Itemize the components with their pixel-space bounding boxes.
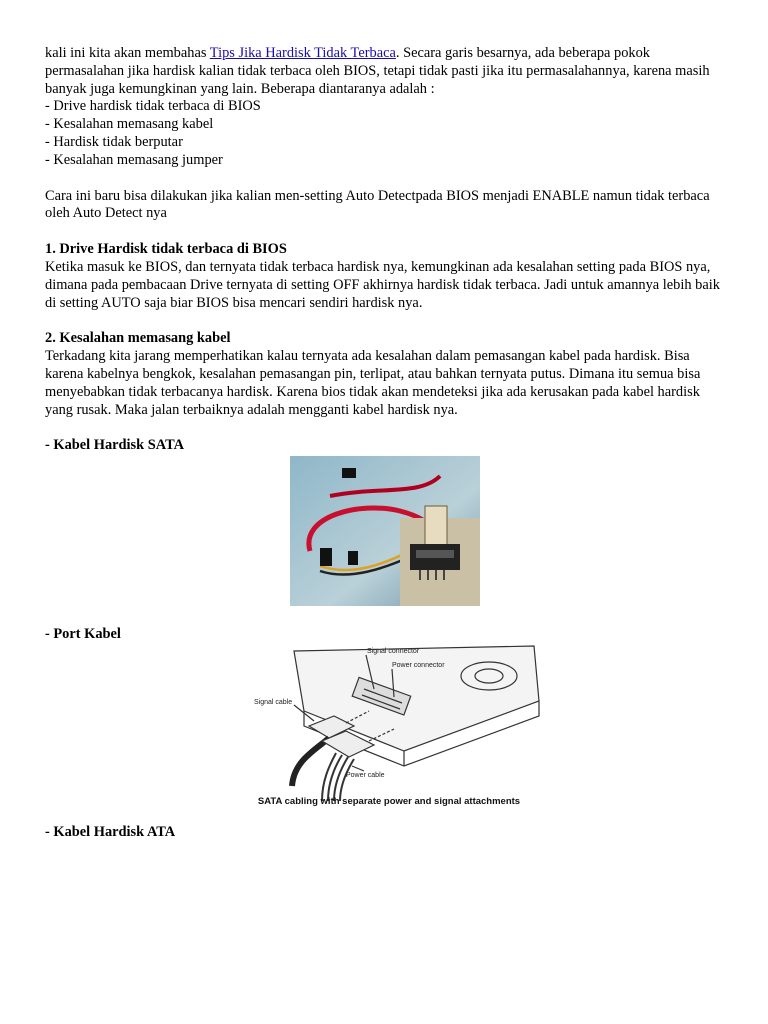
diagram-caption: SATA cabling with separate power and signal attachments	[257, 796, 521, 807]
port-cable-heading: - Port Kabel	[45, 626, 121, 642]
sata-cable-photo	[290, 456, 480, 606]
intro-paragraph	[45, 45, 725, 98]
power-connector-label: Power connector	[392, 662, 445, 669]
power-cable-label: Power cable	[346, 772, 385, 779]
note-paragraph: Cara ini baru bisa dilakukan jika kalian men-setting Auto Detectpada BIOS menjadi ENABLE namun tidak terbaca oleh Auto Detect nya	[45, 187, 710, 222]
section2-body: Terkadang kita jarang memperhatikan kalau ternyata ada kesalahan dalam pemasangan kabel pada hardisk. Bisa karena kabelnya bengkok, kesalahan pemasangan pin, terlipat, atau bahkan ternyata putus. Dimana itu semua bisa menyebabkan tidak terbacanya hardisk. Karena bios tidak akan mendeteksi jika ada kerusakan pada kabel hardisk yang rusak. Maka jalan terbaiknya adalah mengganti kabel hardisk nya.	[45, 348, 701, 418]
section1-heading: 1. Drive Hardisk tidak terbaca di BIOS	[45, 241, 287, 258]
signal-connector-label: Signal connector	[367, 648, 420, 655]
problem-item-2: - Kesalahan memasang kabel	[45, 116, 214, 133]
intro-lead: kali ini kita akan membahas	[45, 45, 210, 61]
section2-heading: 2. Kesalahan memasang kabel	[45, 330, 231, 347]
article-body	[45, 45, 725, 455]
signal-cable-label: Signal cable	[254, 699, 293, 706]
sata-port-diagram	[234, 641, 544, 811]
problem-item-3: - Hardisk tidak berputar	[45, 133, 183, 150]
tips-link[interactable]: Tips Jika Hardisk Tidak Terbaca	[209, 45, 396, 61]
section1-body: Ketika masuk ke BIOS, dan ternyata tidak terbaca hardisk nya, kemungkinan ada kesalahan setting pada BIOS nya, dimana pada pembacaan Drive ternyata di setting OFF akhirnya hardisk tidak terbaca. Jadi untuk amannya lebih baik di setting AUTO saja biar BIOS bisa mencari sendiri hardisk nya.	[45, 258, 720, 311]
problem-item-4: - Kesalahan memasang jumper	[45, 151, 223, 168]
sata-cable-heading: - Kabel Hardisk SATA	[45, 437, 184, 454]
ata-cable-heading: - Kabel Hardisk ATA	[45, 824, 176, 840]
problem-item-1: - Drive hardisk tidak terbaca di BIOS	[45, 98, 261, 115]
intro-rest: . Secara garis besarnya, ada beberapa pokok permasalahan jika hardisk kalian tidak terbaca oleh BIOS, tetapi tidak pasti jika itu permasalahannya, karena masih banyak juga kemungkinan yang lain. Beberapa diantaranya adalah :	[45, 45, 710, 97]
